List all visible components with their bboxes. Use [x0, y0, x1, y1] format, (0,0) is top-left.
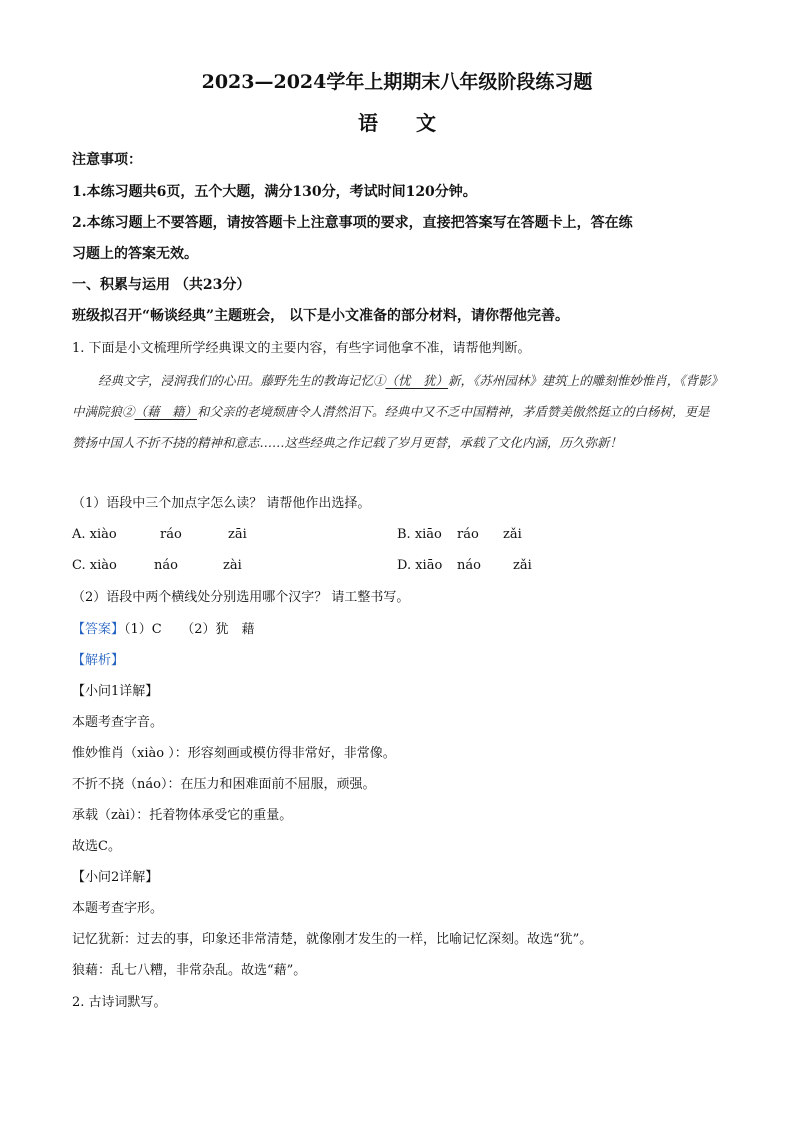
- passage-text-1: 经典文字，浸润我们的心田。藤野先生的教诲记忆①: [98, 373, 386, 388]
- option-a-pinyin-3: zāi: [228, 527, 247, 542]
- detail-1-heading: 【小问1详解】: [72, 684, 159, 699]
- notes-heading: 注意事项：: [72, 152, 142, 168]
- detail-1-line: 不折不挠（náo）：在压力和困难面前不屈服，顽强。: [72, 777, 376, 792]
- option-d-pinyin-3: zǎi: [513, 558, 532, 573]
- detail-1-line: 故选C。: [72, 839, 121, 854]
- notes-line-1: 1.本练习题共6页，五个大题，满分130分，考试时间120分钟。: [72, 184, 477, 200]
- notes-line-2b: 习题上的答案无效。: [72, 246, 198, 262]
- reading-passage: [72, 365, 722, 458]
- passage-blank-1: （忧 犹）: [385, 373, 449, 388]
- exam-title: 2023—2024学年上期期末八年级阶段练习题: [201, 71, 593, 93]
- detail-1-line: 承载（zài）：托着物体承受它的重量。: [72, 808, 293, 823]
- detail-2-line: 本题考查字形。: [72, 901, 164, 916]
- option-c-label: C. xiào: [72, 558, 117, 573]
- section-intro: 班级拟召开“畅谈经典”主题班会， 以下是小文准备的部分材料，请你帮他完善。: [72, 308, 569, 324]
- option-c-pinyin-3: zài: [223, 558, 242, 573]
- option-d-pinyin-2: náo: [457, 558, 481, 573]
- notes-line-2a: 2.本练习题上不要答题，请按答题卡上注意事项的要求，直接把答案写在答题卡上，答在练: [72, 215, 633, 231]
- question-1-stem: 1. 下面是小文梳理所学经典课文的主要内容，有些字词他拿不准，请帮他判断。: [72, 341, 531, 356]
- analysis-label: 【解析】: [72, 653, 125, 668]
- option-d-label: D. xiāo: [397, 558, 443, 573]
- option-b-pinyin-2: ráo: [457, 527, 479, 542]
- sub-question-2: （2）语段中两个横线处分别选用哪个汉字？ 请工整书写。: [72, 590, 410, 605]
- option-a-label: A. xiào: [72, 527, 117, 542]
- answer-text: （1）C （2）犹 藉: [124, 622, 255, 637]
- option-b-pinyin-3: zǎi: [503, 527, 522, 542]
- option-b-label: B. xiāo: [397, 527, 442, 542]
- detail-2-heading: 【小问2详解】: [72, 870, 159, 885]
- subject-title: 语文: [358, 111, 474, 135]
- answer-line: [72, 620, 255, 640]
- detail-1-line: 本题考查字音。: [72, 715, 164, 730]
- passage-blank-2: （藉 籍）: [134, 404, 198, 419]
- question-2-stem: 2. 古诗词默写。: [72, 995, 167, 1010]
- detail-1-line: 惟妙惟肖（xiào ）：形容刻画或模仿得非常好，非常像。: [72, 746, 396, 761]
- detail-2-line: 记忆犹新：过去的事，印象还非常清楚，就像刚才发生的一样，比喻记忆深刻。故选“犹”。: [72, 932, 593, 947]
- option-a-pinyin-2: ráo: [160, 527, 182, 542]
- sub-question-1: （1）语段中三个加点字怎么读？ 请帮他作出选择。: [72, 496, 371, 511]
- passage-text-2: 新，《苏州园林》建筑上的雕刻惟妙惟肖，《背影》中满院狼②: [72, 373, 717, 419]
- answer-label: 【答案】: [72, 622, 125, 637]
- detail-2-line: 狼藉：乱七八糟，非常杂乱。故选“藉”。: [72, 963, 307, 978]
- section-heading: 一、积累与运用 （共23分）: [72, 277, 251, 293]
- option-c-pinyin-2: náo: [154, 558, 178, 573]
- passage-text-3: 和父亲的老境颓唐令人潸然泪下。经典中又不乏中国精神，茅盾赞美傲然挺立的白杨树，更是赞扬中国人不折不挠的精神和意志……这些经典之作记载了岁月更替，承载了文化内涵，历久弥新！: [72, 404, 710, 450]
